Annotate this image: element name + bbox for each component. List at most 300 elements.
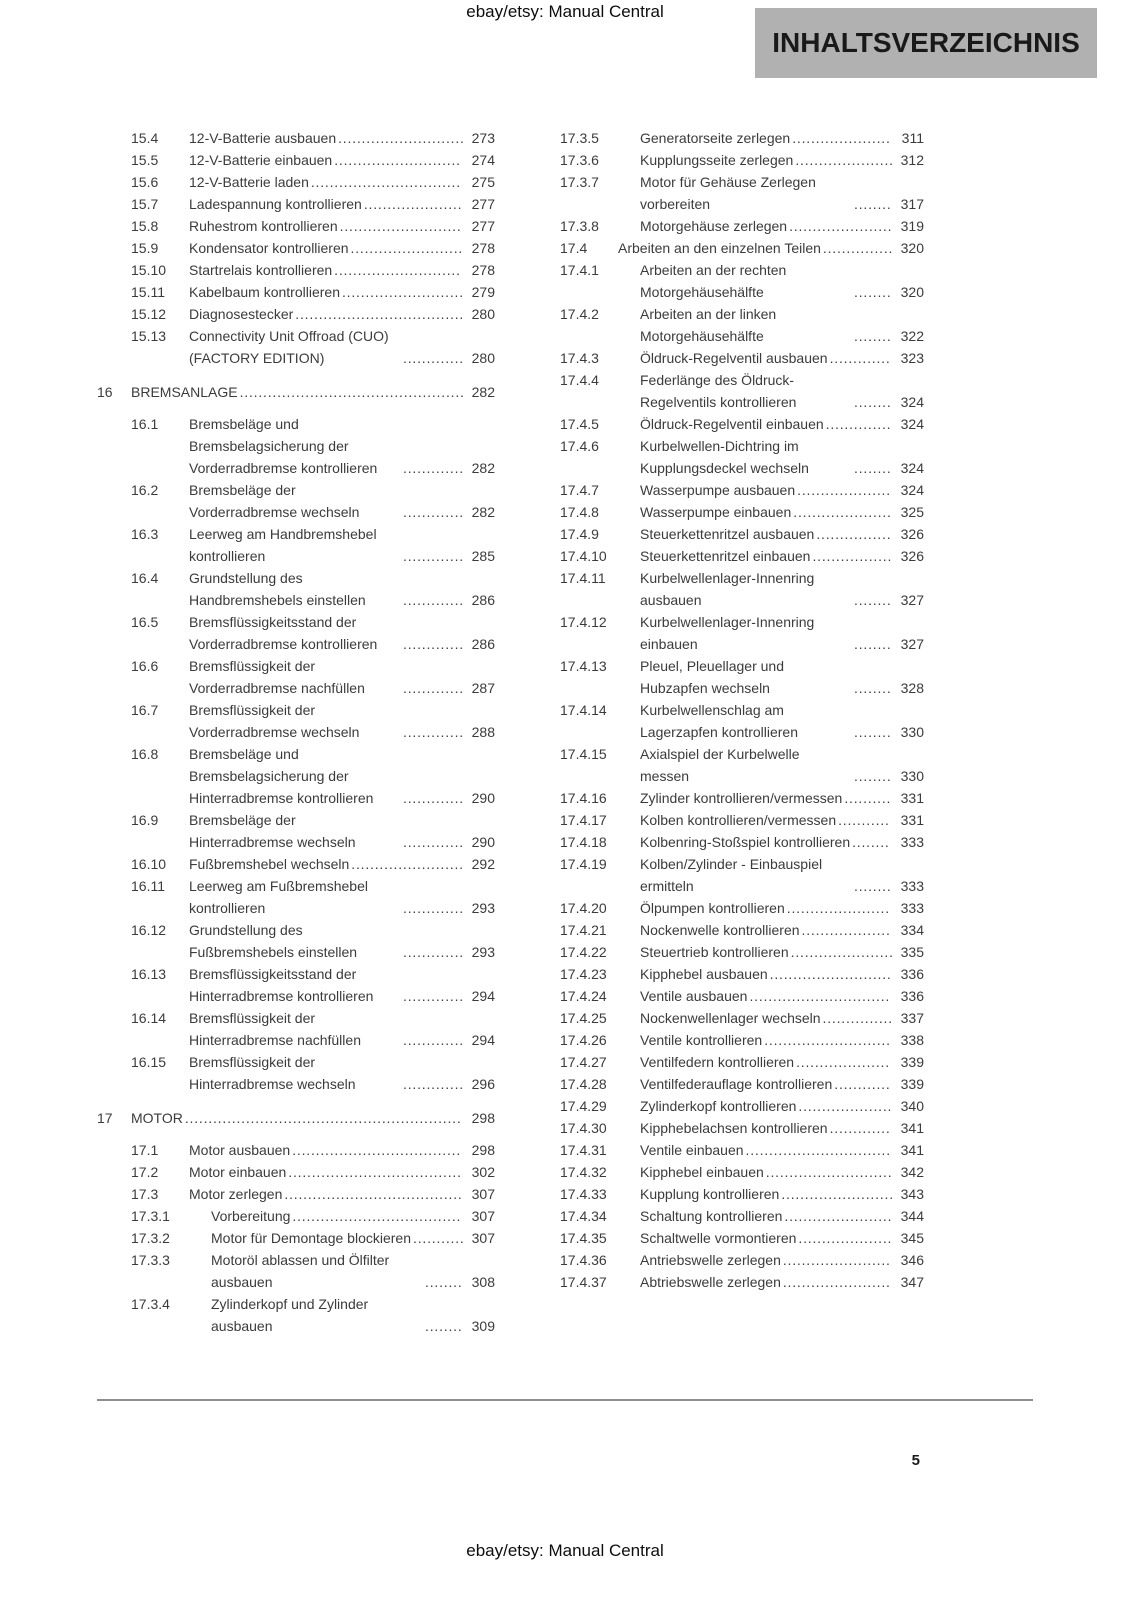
dot-leader: ........: [854, 592, 892, 608]
toc-entry-title-area: [640, 809, 894, 831]
dot-leader: ..............: [825, 416, 892, 432]
toc-entry-title: Kupplungsseite zerlegen: [640, 152, 794, 168]
dot-leader: ........: [854, 394, 892, 410]
toc-entry-number: 17.4.6: [560, 438, 599, 454]
toc-entry: [526, 127, 924, 149]
toc-entry-page: 341: [900, 1120, 924, 1136]
toc-entry-page: 324: [900, 394, 924, 410]
toc-entry-page: 277: [471, 218, 495, 234]
toc-entry: [526, 831, 924, 853]
toc-entry-number: 17.4.14: [560, 702, 607, 718]
toc-entry-page: 317: [900, 196, 924, 212]
toc-entry-page: 325: [900, 504, 924, 520]
dot-leader: ....................................: [295, 306, 465, 322]
toc-entry-title-area: [189, 1051, 465, 1095]
toc-entry-page: 333: [900, 834, 924, 850]
dot-leader: ........: [425, 1318, 463, 1334]
toc-entry-title-area: [640, 1095, 894, 1117]
toc-entry-number: 16.5: [131, 614, 159, 630]
toc-entry-title-area: [640, 1007, 894, 1029]
toc-entry: [526, 1183, 924, 1205]
toc-entry: [526, 347, 924, 369]
toc-entry-title: Schaltwelle vormontieren: [640, 1230, 797, 1246]
toc-entry-page: 338: [900, 1032, 924, 1048]
toc-entry-title: Steuerkettenritzel ausbauen: [640, 526, 815, 542]
toc-entry-title: Schaltung kontrollieren: [640, 1208, 783, 1224]
dot-leader: .....................: [793, 504, 892, 520]
toc-entry-title: Kurbelwellenlager-Innenring ausbauen: [640, 570, 815, 608]
toc-entry-title-area: [640, 941, 894, 963]
toc-entry-number: 15.12: [131, 306, 167, 322]
dot-leader: ..........: [844, 790, 892, 806]
toc-entry: [97, 1293, 495, 1337]
toc-entry-number: 16.1: [131, 416, 159, 432]
dot-leader: ...............: [822, 1010, 893, 1026]
toc-entry-title: Kipphebel ausbauen: [640, 966, 768, 982]
toc-entry-title: Zylinderkopf kontrollieren: [640, 1098, 797, 1114]
toc-entry-number: 15.9: [131, 240, 159, 256]
toc-entry-title: Kurbelwellen-Dichtring im Kupplungsdeckel wechseln: [640, 438, 809, 476]
dot-leader: ...........................: [334, 262, 461, 278]
toc-entry-page: 324: [900, 416, 924, 432]
toc-entry-title-area: [189, 237, 465, 259]
toc-entry: [526, 1117, 924, 1139]
toc-entry-number: 16.3: [131, 526, 159, 542]
toc-entry: [526, 743, 924, 787]
toc-entry-title-area: [189, 875, 465, 919]
toc-entry-page: 341: [900, 1142, 924, 1158]
toc-entry-page: 334: [900, 922, 924, 938]
dot-leader: .......................: [782, 1274, 891, 1290]
toc-entry-number: 16.10: [131, 856, 167, 872]
dot-leader: ........................: [781, 1186, 894, 1202]
toc-entry-title-area: [189, 281, 465, 303]
toc-entry-title: Federlänge des Öldruck-Regelventils kontrollieren: [640, 372, 797, 410]
toc-entry-number: 15.13: [131, 328, 167, 344]
toc-entry-title-area: [211, 1249, 465, 1293]
toc-entry: [97, 1249, 495, 1293]
toc-entry-number: 17.1: [131, 1142, 159, 1158]
toc-entry: [526, 1161, 924, 1183]
toc-entry-title: Kipphebelachsen kontrollieren: [640, 1120, 828, 1136]
toc-entry-page: 326: [900, 548, 924, 564]
toc-entry-page: 319: [900, 218, 924, 234]
toc-entry-title: Ventile ausbauen: [640, 988, 748, 1004]
toc-entry-title: BREMSANLAGE: [131, 384, 238, 400]
toc-entry-number: 17.3: [131, 1186, 159, 1202]
toc-entry-page: 274: [471, 152, 495, 168]
toc-column-left: [97, 127, 495, 1337]
dot-leader: .....................: [792, 130, 891, 146]
toc-entry-title-area: [640, 655, 894, 699]
toc-entry-number: 17.3.6: [560, 152, 599, 168]
toc-entry-title-area: [131, 381, 465, 403]
toc-entry-title-area: [189, 1161, 465, 1183]
toc-entry-title-area: [640, 1205, 894, 1227]
dot-leader: ......................................: [284, 1186, 463, 1202]
toc-entry-number: 16.2: [131, 482, 159, 498]
toc-entry-title-area: [640, 1139, 894, 1161]
toc-entry-title: Abtriebswelle zerlegen: [640, 1274, 781, 1290]
toc-entry-title-area: [640, 611, 894, 655]
toc-entry-number: 17.4.17: [560, 812, 607, 828]
toc-entry-page: 336: [900, 966, 924, 982]
toc-entry: [526, 699, 924, 743]
toc-entry-number: 16.7: [131, 702, 159, 718]
dot-leader: .............: [403, 680, 464, 696]
toc-entry-title: Motor einbauen: [189, 1164, 287, 1180]
toc-entry-title: Motor für Gehäuse Zerlegen vorbereiten: [640, 174, 816, 212]
toc-entry-title-area: [189, 303, 465, 325]
toc-entry-title-area: [189, 479, 465, 523]
toc-entry: [97, 193, 495, 215]
toc-entry-title-area: [640, 919, 894, 941]
toc-entry-title-area: [640, 1183, 894, 1205]
toc-entry-title: Kabelbaum kontrollieren: [189, 284, 340, 300]
toc-entry: [526, 1271, 924, 1293]
toc-entry-title: Bremsflüssigkeitsstand der Hinterradbremse kontrollieren: [189, 966, 374, 1004]
dot-leader: ........: [854, 460, 892, 476]
toc-entry-page: 323: [900, 350, 924, 366]
toc-entry-number: 17.4.7: [560, 482, 599, 498]
toc-entry-number: 17.4.4: [560, 372, 599, 388]
toc-entry-number: 16: [97, 384, 113, 400]
toc-entry-title-area: [189, 171, 465, 193]
toc-entry-number: 16.13: [131, 966, 167, 982]
toc-entry-number: 17.4.5: [560, 416, 599, 432]
dot-leader: .....................................: [288, 1164, 462, 1180]
toc-entry-number: 16.12: [131, 922, 167, 938]
footer-divider: [97, 1399, 1033, 1401]
toc-entry-title: Bremsflüssigkeit der Hinterradbremse wechseln: [189, 1054, 356, 1092]
toc-entry: [526, 787, 924, 809]
toc-entry-title-area: [211, 1293, 465, 1337]
dot-leader: .............: [403, 900, 464, 916]
toc-entry-page: 320: [900, 284, 924, 300]
toc-entry-title: Kolben/Zylinder - Einbauspiel ermitteln: [640, 856, 823, 894]
dot-leader: ...................: [801, 922, 891, 938]
toc-entry-number: 17.4.35: [560, 1230, 607, 1246]
toc-entry-page: 327: [900, 636, 924, 652]
toc-entry-title: Startrelais kontrollieren: [189, 262, 333, 278]
toc-entry-title-area: [189, 1007, 465, 1051]
toc-entry-title-area: [211, 1205, 465, 1227]
toc-entry-page: 286: [471, 636, 495, 652]
toc-entry-title: Fußbremshebel wechseln: [189, 856, 350, 872]
toc-entry: [526, 919, 924, 941]
dot-leader: ........: [854, 196, 892, 212]
dot-leader: .............: [403, 460, 464, 476]
dot-leader: .............: [403, 504, 464, 520]
toc-entry-page: 278: [471, 262, 495, 278]
toc-entry-title-area: [189, 127, 465, 149]
toc-entry-number: 17.4.24: [560, 988, 607, 1004]
toc-entry-page: 279: [471, 284, 495, 300]
toc-entry-page: 294: [471, 1032, 495, 1048]
toc-entry-number: 17.4.20: [560, 900, 607, 916]
toc-entry: [526, 1249, 924, 1271]
toc-entry-number: 17.4.13: [560, 658, 607, 674]
toc-entry: [97, 127, 495, 149]
toc-entry-page: 336: [900, 988, 924, 1004]
dot-leader: .............: [403, 350, 464, 366]
toc-entry: [526, 1227, 924, 1249]
toc-entry-page: 333: [900, 878, 924, 894]
toc-entry-page: 324: [900, 482, 924, 498]
dot-leader: .............: [829, 350, 891, 366]
toc-entry-page: 277: [471, 196, 495, 212]
toc-entry: [526, 897, 924, 919]
toc-entry-number: 17.4.28: [560, 1076, 607, 1092]
dot-leader: .............: [403, 988, 464, 1004]
toc-entry-number: 17.2: [131, 1164, 159, 1180]
toc-entry-number: 17.3.1: [131, 1208, 170, 1224]
toc-entry: [526, 523, 924, 545]
dot-leader: ....................: [798, 1230, 893, 1246]
watermark-top: ebay/etsy: Manual Central: [466, 2, 664, 21]
toc-entry: [526, 545, 924, 567]
page-header-box: [755, 8, 1097, 78]
toc-entry: [526, 149, 924, 171]
toc-entry-title-area: [640, 1029, 894, 1051]
toc-entry-page: 293: [471, 900, 495, 916]
dot-leader: ...........: [413, 1230, 465, 1246]
toc-entry-page: 335: [900, 944, 924, 960]
toc-entry-title-area: [618, 237, 894, 259]
toc-entry-title-area: [189, 611, 465, 655]
toc-entry-number: 17.4.11: [560, 570, 606, 586]
toc-entry-title: Motoröl ablassen und Ölfilter ausbauen: [211, 1252, 390, 1290]
dot-leader: ....................................: [292, 1208, 462, 1224]
toc-entry-page: 328: [900, 680, 924, 696]
toc-entry-title-area: [189, 963, 465, 1007]
toc-entry-title: Ventilfedern kontrollieren: [640, 1054, 795, 1070]
toc-entry-title-area: [640, 897, 894, 919]
toc-entry-title: 12-V-Batterie ausbauen: [189, 130, 337, 146]
toc-entry-title-area: [640, 1117, 894, 1139]
toc-entry-title: Zylinderkopf und Zylinder ausbauen: [211, 1296, 369, 1334]
toc-entry-title-area: [640, 479, 894, 501]
toc-entry-title-area: [640, 435, 894, 479]
toc-entry-number: 17.4: [560, 240, 588, 256]
dot-leader: ........: [854, 768, 892, 784]
toc-entry-page: 309: [471, 1318, 495, 1334]
toc-entry-title-area: [640, 1271, 894, 1293]
toc-entry: [97, 1051, 495, 1095]
toc-entry: [97, 919, 495, 963]
toc-entry-title: Connectivity Unit Offroad (CUO) (FACTORY EDITION): [189, 328, 389, 366]
toc-entry-title: Leerweg am Fußbremshebel kontrollieren: [189, 878, 368, 916]
toc-entry-title: Ventile einbauen: [640, 1142, 744, 1158]
dot-leader: ........................: [350, 240, 464, 256]
toc-entry-number: 17.3.3: [131, 1252, 170, 1268]
dot-leader: ........: [425, 1274, 463, 1290]
toc-entry-number: 17.4.32: [560, 1164, 607, 1180]
toc-entry-title-area: [640, 567, 894, 611]
toc-entry: [526, 611, 924, 655]
toc-entry-number: 17.4.25: [560, 1010, 607, 1026]
toc-entry-number: 17.3.4: [131, 1296, 170, 1312]
toc-entry-title-area: [189, 259, 465, 281]
dot-leader: .............: [403, 834, 464, 850]
toc-entry: [97, 1107, 495, 1129]
dot-leader: .............: [403, 724, 464, 740]
toc-entry-page: 285: [471, 548, 495, 564]
toc-entry-title: Kolbenring-Stoßspiel kontrollieren: [640, 834, 851, 850]
dot-leader: ...........................: [338, 130, 465, 146]
toc-entry-title-area: [640, 1227, 894, 1249]
dot-leader: ........................: [351, 856, 464, 872]
toc-entry: [526, 655, 924, 699]
toc-entry-page: 312: [900, 152, 924, 168]
toc-entry-title: Arbeiten an den einzelnen Teilen: [618, 240, 821, 256]
dot-leader: ...........................: [765, 1164, 893, 1180]
toc-entry-title: Axialspiel der Kurbelwelle messen: [640, 746, 800, 784]
toc-entry-title-area: [640, 501, 894, 523]
toc-entry-number: 17.3.7: [560, 174, 599, 190]
toc-entry: [97, 1007, 495, 1051]
toc-entry-title-area: [640, 369, 894, 413]
toc-entry-title: Bremsflüssigkeitsstand der Vorderradbremse kontrollieren: [189, 614, 378, 652]
dot-leader: ................................................: [239, 384, 465, 400]
toc-entry-number: 15.4: [131, 130, 159, 146]
toc-entry-title: Ventilfederauflage kontrollieren: [640, 1076, 833, 1092]
toc-entry: [97, 853, 495, 875]
toc-entry-title: Kurbelwellenschlag am Lagerzapfen kontrollieren: [640, 702, 798, 740]
toc-entry-title-area: [189, 325, 465, 369]
toc-entry-number: 17.3.2: [131, 1230, 170, 1246]
dot-leader: ........: [854, 328, 892, 344]
dot-leader: ......................: [786, 900, 890, 916]
dot-leader: ........: [854, 636, 892, 652]
toc-entry-page: 331: [900, 812, 924, 828]
toc-entry-title: Bremsflüssigkeit der Vorderradbremse wechseln: [189, 702, 360, 740]
toc-entry-number: 17.4.31: [560, 1142, 607, 1158]
toc-entry-title-area: [131, 1107, 465, 1129]
toc-entry-number: 17.4.2: [560, 306, 599, 322]
toc-entry-page: 294: [471, 988, 495, 1004]
page-title: INHALTSVERZEICHNIS: [772, 27, 1080, 58]
toc-entry-title: Wasserpumpe einbauen: [640, 504, 792, 520]
toc-entry-title: Kupplung kontrollieren: [640, 1186, 780, 1202]
toc-entry-page: 327: [900, 592, 924, 608]
toc-entry-title-area: [640, 523, 894, 545]
toc-entry: [526, 259, 924, 303]
toc-entry-title: Kondensator kontrollieren: [189, 240, 349, 256]
toc-entry: [97, 1183, 495, 1205]
toc-entry-page: 326: [900, 526, 924, 542]
toc-entry-title: Motor für Demontage blockieren: [211, 1230, 411, 1246]
dot-leader: ........: [852, 834, 890, 850]
toc-entry: [97, 523, 495, 567]
toc-entry-page: 302: [471, 1164, 495, 1180]
toc-entry-title: Motorgehäuse zerlegen: [640, 218, 788, 234]
toc-entry-number: 17.4.1: [560, 262, 599, 278]
toc-entry-page: 347: [900, 1274, 924, 1290]
toc-entry-page: 290: [471, 834, 495, 850]
toc-entry-title: Motor ausbauen: [189, 1142, 291, 1158]
toc-entry-page: 280: [471, 350, 495, 366]
toc-entry-number: 17.4.33: [560, 1186, 607, 1202]
toc-entry: [526, 1095, 924, 1117]
toc-entry-page: 340: [900, 1098, 924, 1114]
dot-leader: .............: [403, 1032, 464, 1048]
toc-entry-page: 307: [471, 1208, 495, 1224]
dot-leader: ........: [854, 724, 892, 740]
toc-entry-title-area: [189, 919, 465, 963]
toc-entry-title-area: [640, 963, 894, 985]
toc-entry: [526, 963, 924, 985]
toc-entry-number: 16.15: [131, 1054, 167, 1070]
toc-entry-page: 273: [471, 130, 495, 146]
toc-entry-title: Grundstellung des Fußbremshebels einstellen: [189, 922, 358, 960]
toc-entry-page: 308: [471, 1274, 495, 1290]
toc-entry: [526, 171, 924, 215]
dot-leader: ..........................: [341, 284, 464, 300]
toc-entry-title-area: [211, 1227, 465, 1249]
toc-entry-page: 339: [900, 1076, 924, 1092]
toc-entry-title: Arbeiten an der rechten Motorgehäusehälfte: [640, 262, 787, 300]
toc-entry: [526, 1029, 924, 1051]
toc-entry-number: 15.5: [131, 152, 159, 168]
toc-entry: [97, 963, 495, 1007]
toc-entry: [97, 281, 495, 303]
toc-entry-page: 282: [471, 460, 495, 476]
dot-leader: ........: [854, 680, 892, 696]
toc-entry-number: 15.11: [131, 284, 165, 300]
toc-entry-title-area: [640, 149, 894, 171]
toc-entry-title: Wasserpumpe ausbauen: [640, 482, 796, 498]
toc-entry-title-area: [640, 215, 894, 237]
dot-leader: ....................: [798, 1098, 893, 1114]
toc-entry-page: 290: [471, 790, 495, 806]
toc-entry-number: 17.4.9: [560, 526, 599, 542]
toc-entry-page: 343: [900, 1186, 924, 1202]
toc-entry-title-area: [189, 655, 465, 699]
toc-entry: [526, 567, 924, 611]
toc-entry-page: 324: [900, 460, 924, 476]
toc-entry-title-area: [189, 1139, 465, 1161]
toc-entry-number: 17.4.29: [560, 1098, 607, 1114]
toc-entry: [97, 1161, 495, 1183]
toc-entry: [526, 479, 924, 501]
toc-entry-number: 17.4.21: [560, 922, 607, 938]
toc-entry-title: Bremsbeläge und Bremsbelagsicherung der Hinterradbremse kontrollieren: [189, 746, 374, 806]
toc-entry-number: 17.3.5: [560, 130, 599, 146]
dot-leader: .......................: [784, 1208, 893, 1224]
toc-entry-title-area: [640, 545, 894, 567]
toc-entry-page: 322: [900, 328, 924, 344]
toc-entry: [97, 1139, 495, 1161]
toc-entry: [526, 501, 924, 523]
toc-entry-number: 16.11: [131, 878, 165, 894]
dot-leader: ...........................: [334, 152, 461, 168]
toc-entry-number: 17.4.18: [560, 834, 607, 850]
toc-entry-number: 15.8: [131, 218, 159, 234]
toc-entry-number: 15.10: [131, 262, 167, 278]
dot-leader: .............: [829, 1120, 891, 1136]
toc-entry-page: 320: [900, 240, 924, 256]
toc-entry: [97, 325, 495, 369]
toc-entry-title: Motor zerlegen: [189, 1186, 283, 1202]
toc-entry-page: 292: [471, 856, 495, 872]
toc-entry: [526, 1007, 924, 1029]
toc-entry-title-area: [640, 1051, 894, 1073]
toc-entry-title: Bremsbeläge der Vorderradbremse wechseln: [189, 482, 360, 520]
toc-entry: [97, 237, 495, 259]
toc-entry-number: 16.4: [131, 570, 159, 586]
toc-entry-title-area: [189, 523, 465, 567]
